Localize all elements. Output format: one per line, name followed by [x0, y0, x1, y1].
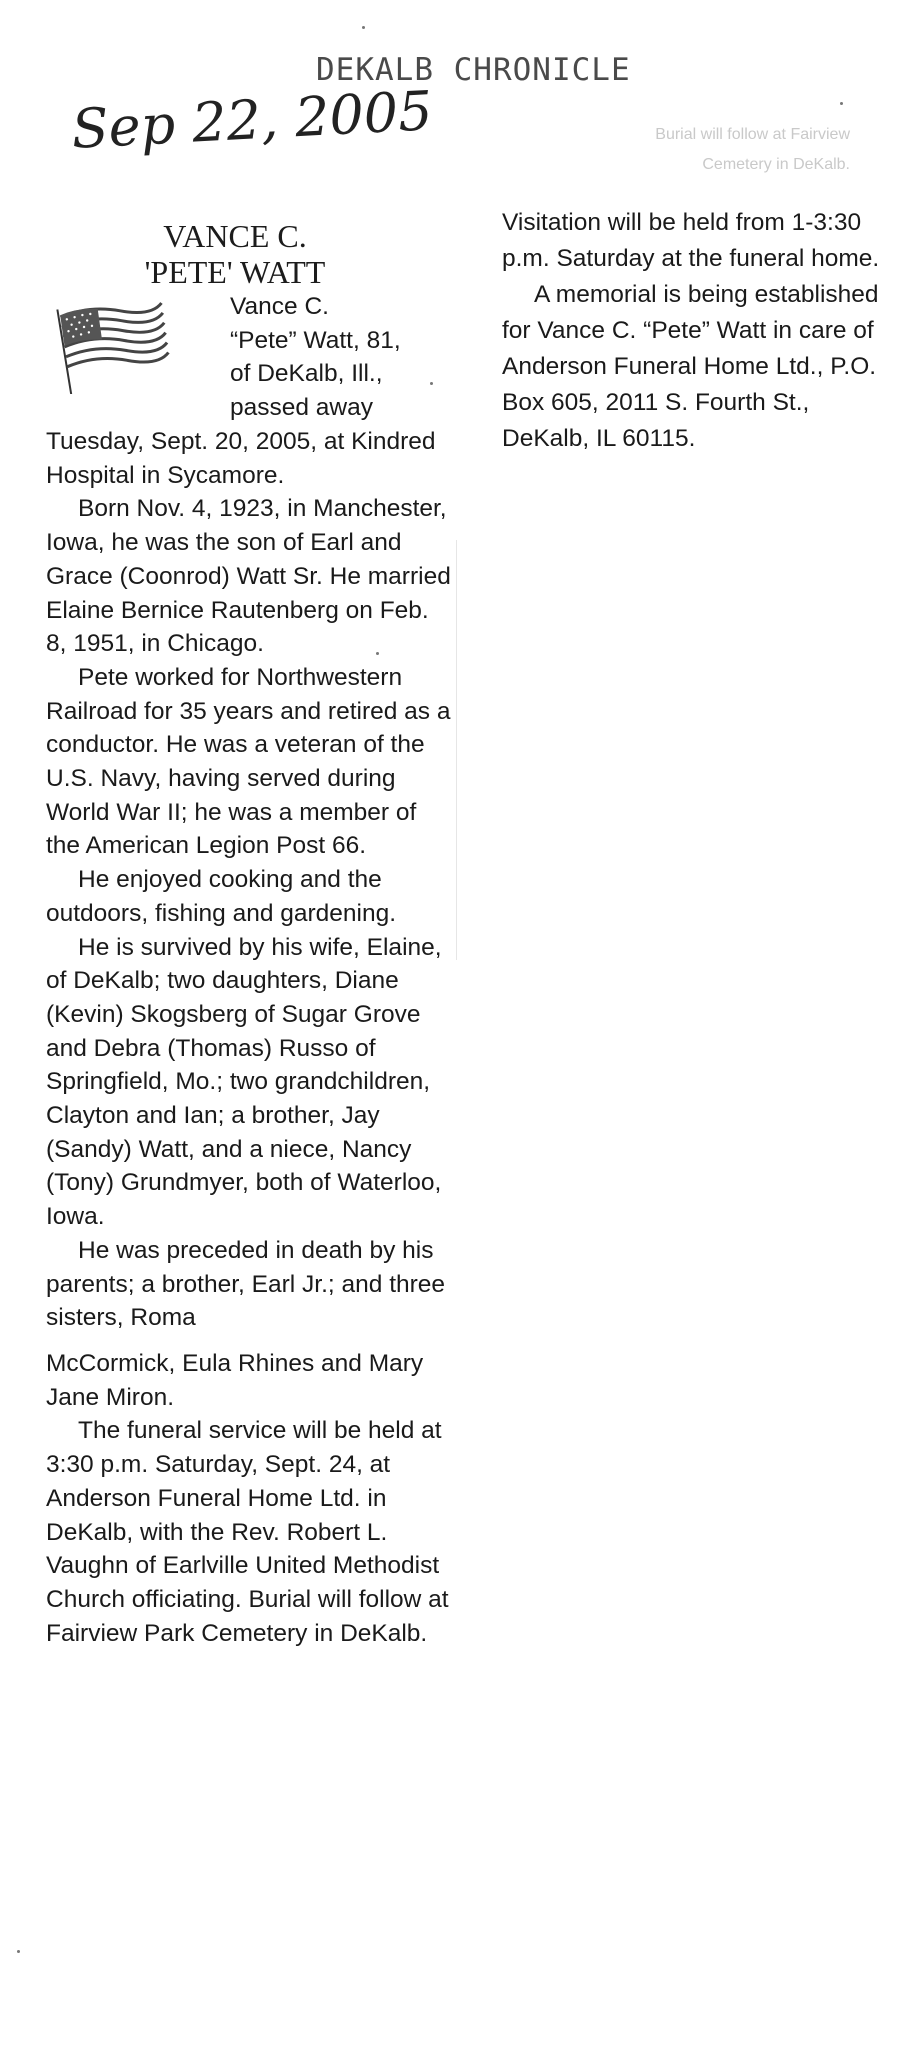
paragraph-visitation: Visitation will be held from 1-3:30 p.m. Saturday at the funeral home. — [502, 209, 880, 272]
obituary-headline — [100, 218, 370, 290]
scan-speck — [430, 382, 433, 385]
scan-speck — [840, 102, 843, 105]
paragraph-survivors: He is survived by his wife, Elaine, of DeKalb; two daughters, Diane (Kevin) Skogsberg of Sugar Grove and Debra (Thomas) Russo of Springfield, Mo.; two grandchildren, Clayton and Ian; a brother, Jay (Sandy) Watt, and a niece, Nancy (Tony) Grundmyer, both of Waterloo, Iowa. — [46, 933, 442, 1231]
us-flag-icon — [55, 298, 173, 399]
paragraph-preceded-cont: McCormick, Eula Rhines and Mary Jane Miron. — [46, 1349, 424, 1411]
paragraph-preceded: He was preceded in death by his parents; a brother, Earl Jr.; and three sisters, Roma — [46, 1236, 446, 1332]
headline-line-1: VANCE C. — [163, 218, 307, 254]
paragraph-funeral: The funeral service will be held at 3:30 p.m. Saturday, Sept. 24, at Anderson Funeral Home Ltd. in DeKalb, with the Rev. Robert L. Vaughn of Earlville United Methodist Church officiating. Burial will follow at Fairview Park Cemetery in DeKalb. — [46, 1417, 449, 1647]
scan-speck — [17, 1950, 20, 1953]
obituary-intro: Vance C. “Pete” Watt, 81, of DeKalb, Ill., passed away — [230, 293, 401, 422]
column-divider — [456, 540, 457, 960]
intro-continued: Tuesday, Sept. 20, 2005, at Kindred Hospital in Sycamore. — [46, 428, 436, 489]
handwritten-date: Sep 22, 2005 — [70, 79, 434, 161]
scan-speck — [376, 652, 379, 655]
scan-speck — [362, 26, 365, 29]
paragraph-memorial: A memorial is being established for Vance C. “Pete” Watt in care of Anderson Funeral Home Ltd., P.O. Box 605, 2011 S. Fourth St., DeKalb, IL 60115. — [502, 281, 879, 452]
faded-bleed-text: Burial will follow at Fairview Cemetery in DeKalb. — [655, 126, 850, 173]
paragraph-birth: Born Nov. 4, 1923, in Manchester, Iowa, he was the son of Earl and Grace (Coonrod) Watt Sr. He married Elaine Bernice Rautenberg on Feb. 8, 1951, in Chicago. — [46, 495, 451, 658]
obituary-left-column — [46, 425, 451, 1650]
newspaper-stamp: DEKALB CHRONICLE — [316, 52, 631, 88]
paragraph-career: Pete worked for Northwestern Railroad for 35 years and retired as a conductor. He was a veteran of the U.S. Navy, having served during World War II; he was a member of the American Legion Post 66. — [46, 663, 451, 860]
obituary-right-column — [502, 205, 882, 457]
headline-line-2: 'PETE' WATT — [144, 254, 326, 290]
paragraph-hobbies: He enjoyed cooking and the outdoors, fishing and gardening. — [46, 866, 397, 927]
